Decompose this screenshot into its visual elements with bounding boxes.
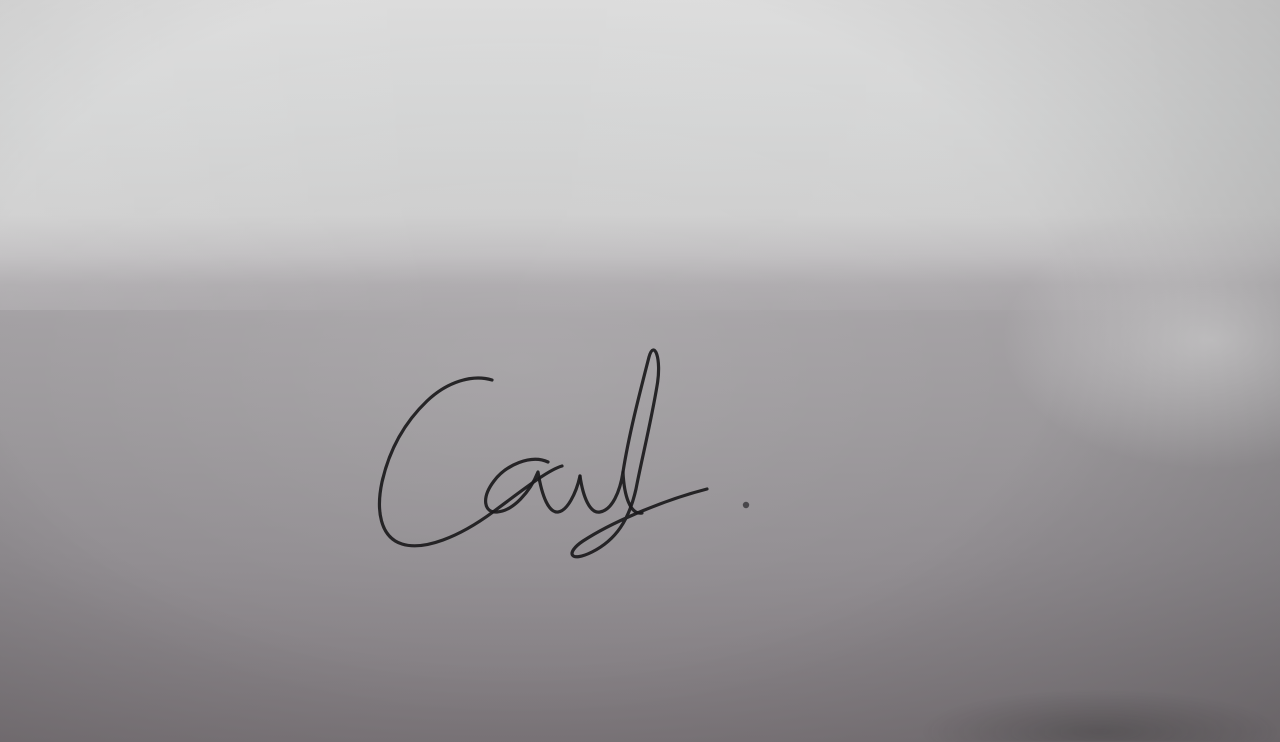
signature-a-stroke	[486, 459, 580, 512]
signature-l-y-stroke	[572, 350, 707, 557]
blurred-corner-shadow	[920, 690, 1280, 742]
signature-c-stroke	[379, 378, 562, 546]
signature-u-stroke	[580, 472, 642, 513]
signature-period	[743, 502, 749, 508]
